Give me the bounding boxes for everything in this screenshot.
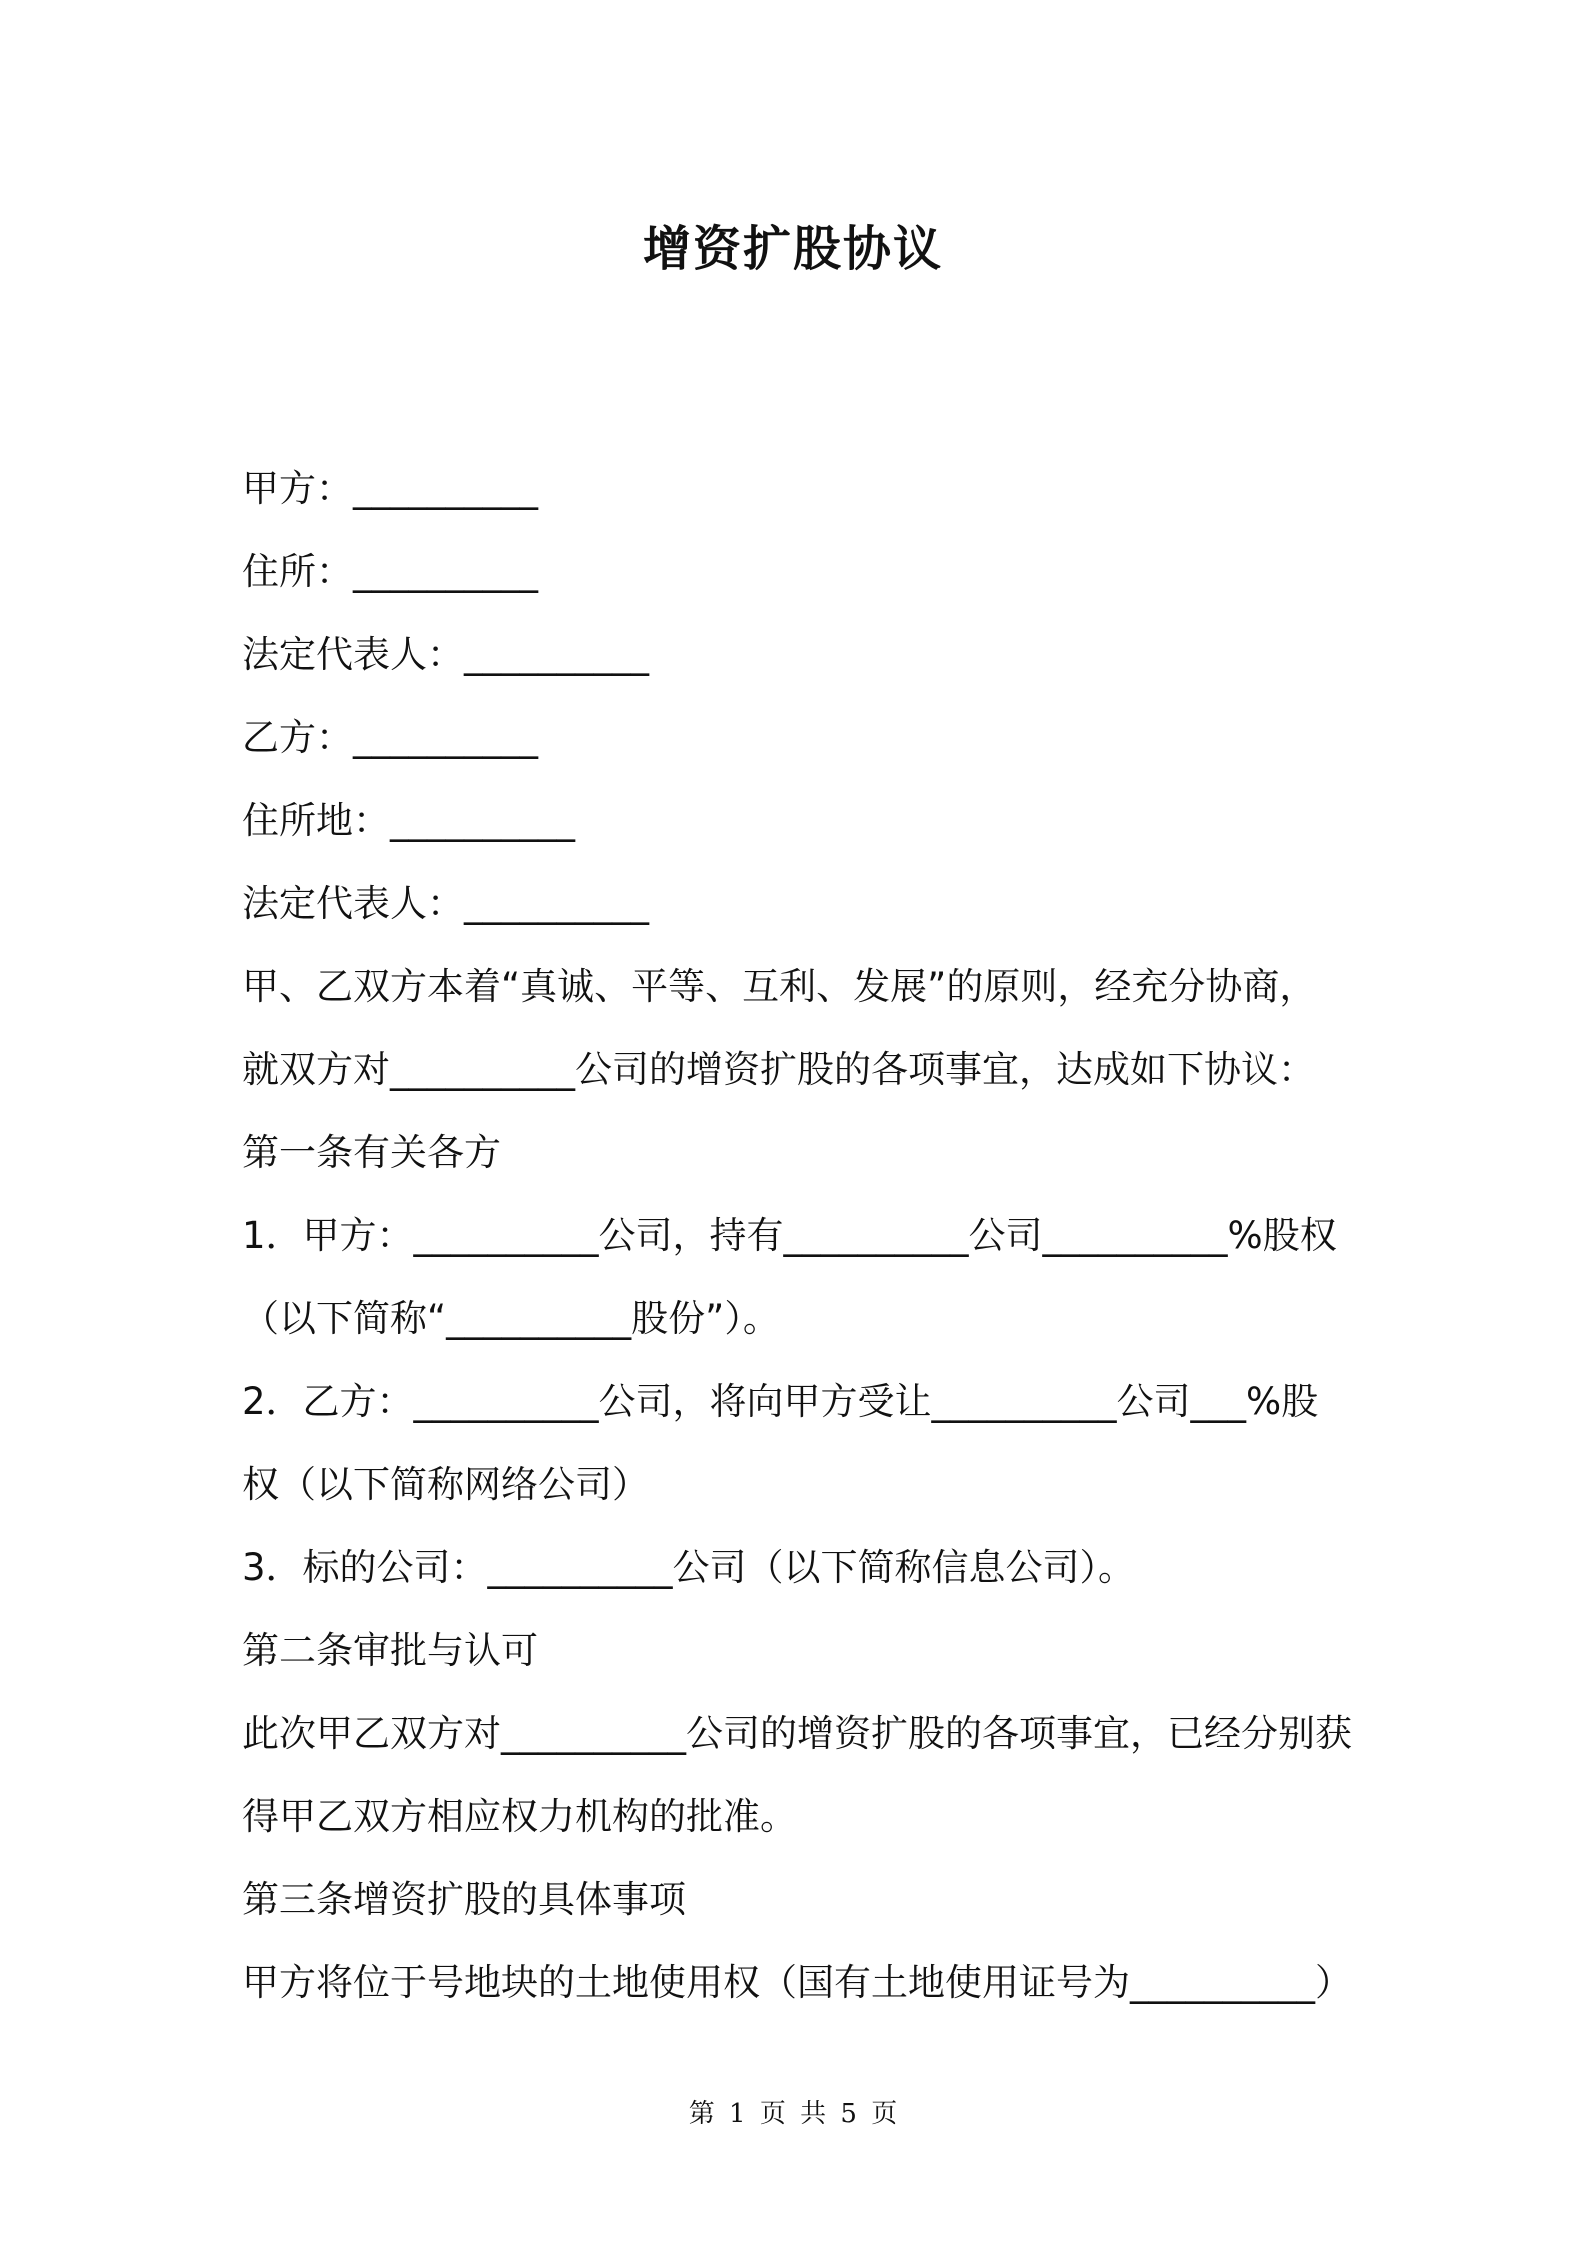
article-3-heading: 第三条增资扩股的具体事项 [242,1878,686,1921]
preamble-line-2: 就双方对__________公司的增资扩股的各项事宜，达成如下协议： [242,1048,1315,1091]
article-1-heading: 第一条有关各方 [242,1131,501,1174]
party-a-line: 甲方：__________ [242,467,538,510]
article-1-item-3: 3．标的公司：__________公司（以下简称信息公司）。 [242,1546,1136,1589]
party-a-representative-line: 法定代表人：__________ [242,633,649,676]
article-1-item-2-line-1: 2．乙方：__________公司，将向甲方受让__________公司___%股 [242,1380,1319,1423]
page-footer: 第 1 页 共 5 页 [688,2099,898,2129]
article-1-item-1-line-2: （以下简称“__________股份”）。 [242,1297,780,1340]
article-1-item-1-line-1: 1．甲方：__________公司，持有__________公司__________%股权 [242,1214,1337,1257]
document-title: 增资扩股协议 [642,221,943,277]
document-body [242,447,1362,2024]
preamble-line-1: 甲、乙双方本着“真诚、平等、互利、发展”的原则，经充分协商， [242,965,1317,1008]
article-1-item-2-line-2: 权（以下简称网络公司） [242,1463,649,1506]
party-a-address-line: 住所：__________ [242,550,538,593]
article-2-heading: 第二条审批与认可 [242,1629,538,1672]
party-b-line: 乙方：__________ [242,716,538,759]
party-b-address-line: 住所地：__________ [242,799,575,842]
article-2-text-line-1: 此次甲乙双方对__________公司的增资扩股的各项事宜，已经分别获 [242,1712,1352,1755]
article-2-text-line-2: 得甲乙双方相应权力机构的批准。 [242,1795,797,1838]
article-3-text-line-1: 甲方将位于号地块的土地使用权（国有土地使用证号为__________） [242,1961,1352,2004]
party-b-representative-line: 法定代表人：__________ [242,882,649,925]
